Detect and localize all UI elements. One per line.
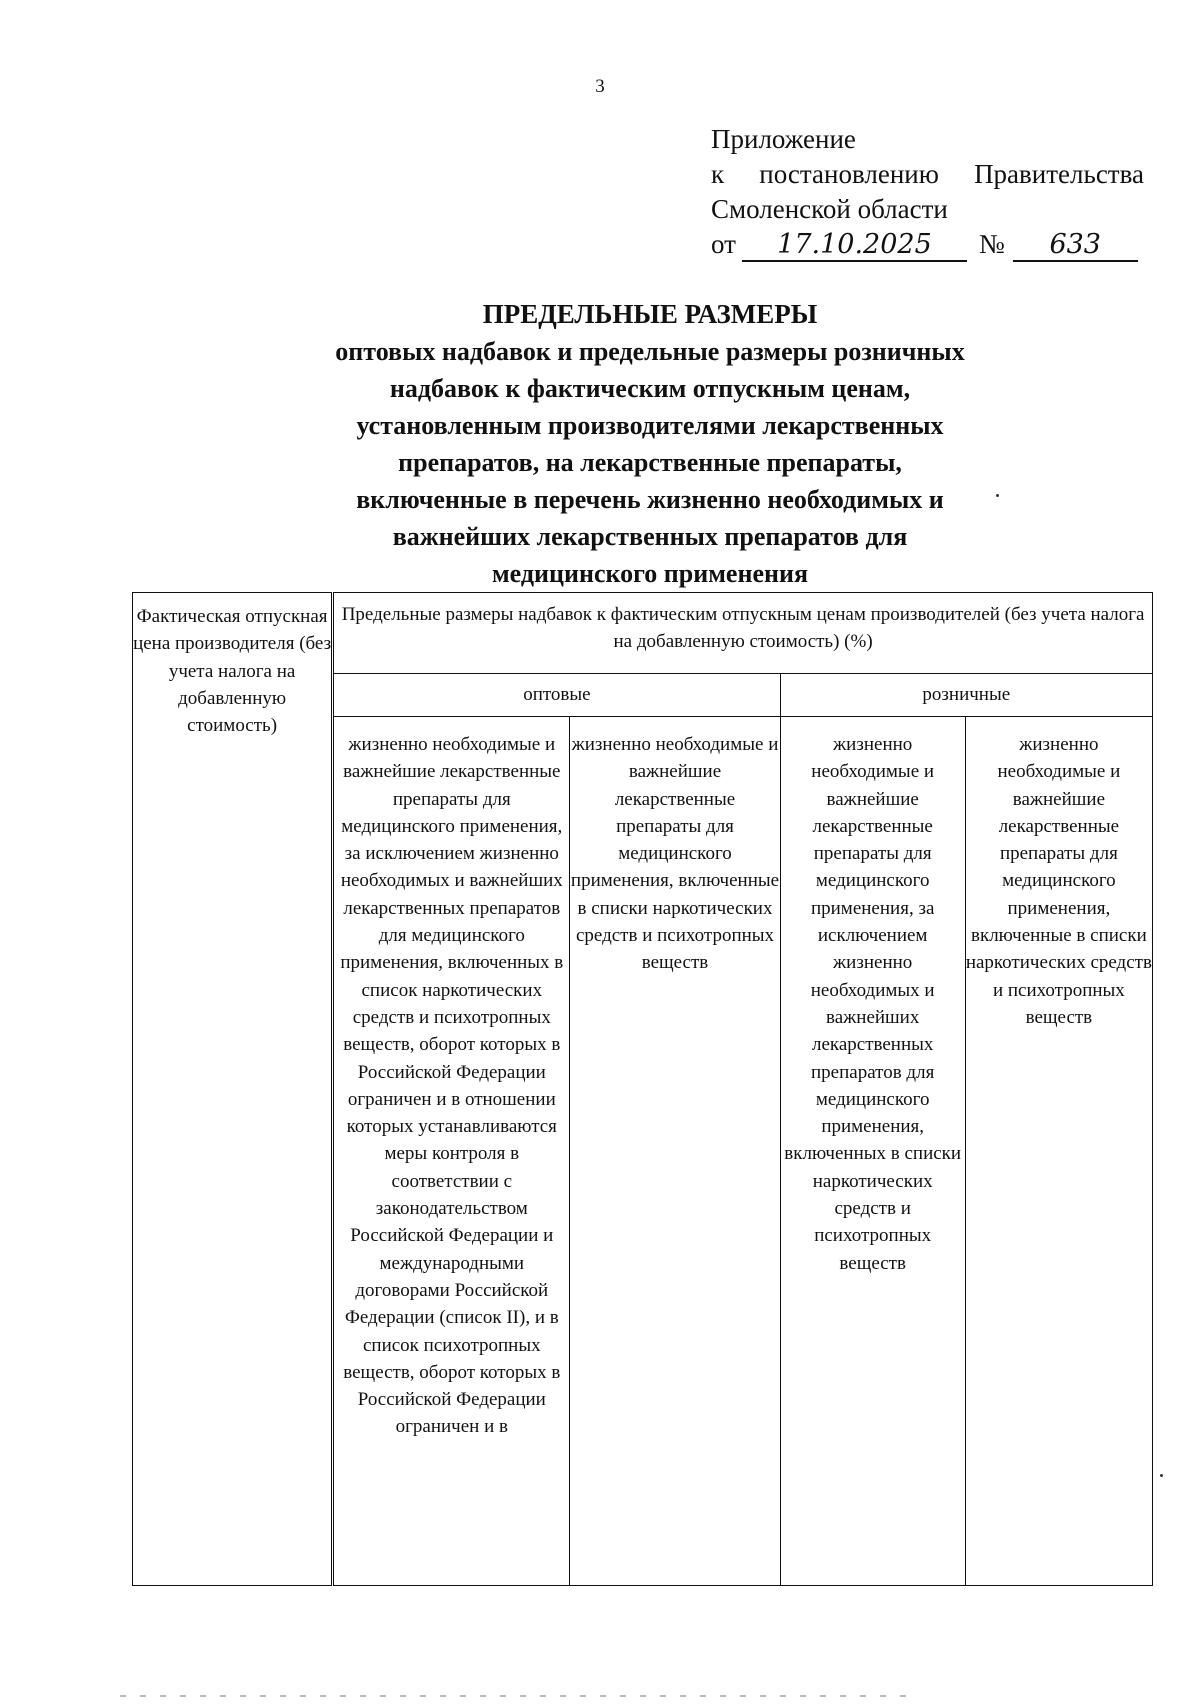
cell-wholesale-vital-excl: жизненно необходимые и важнейшие лекарственные препараты для медицинского применения, за исключением жизненно необходимых и важнейших лекарственных препаратов для медицинского применения, включенных в список наркотических средств и психотропных веществ, оборот которых в Российской Федерации ограничен и в отношении которых устанавливаются меры контроля в соответствии с законодательством Российской Федерации и международными договорами Российской Федерации (список II), и в список психотропных веществ, оборот которых в Российской Федерации ограничен и в xyxy=(333,717,570,1586)
title-line: надбавок к фактическим отпускным ценам, xyxy=(389,374,911,403)
appendix-resolution-line xyxy=(711,157,1144,192)
header-wholesale: оптовые xyxy=(333,674,780,717)
number-prefix: № xyxy=(978,229,1005,259)
appendix-word-k: к xyxy=(711,159,725,189)
scan-artifact-line xyxy=(120,1695,920,1697)
appendix-word-government: Правительства xyxy=(974,159,1144,189)
document-title xyxy=(200,296,1100,592)
title-line: препаратов, на лекарственные препараты, xyxy=(398,448,902,477)
header-markup-limits: Предельные размеры надбавок к фактическим отпускным ценам производителей (без учета налога на добавленную стоимость) (%) xyxy=(333,593,1153,674)
title-line: установленным производителями лекарственных xyxy=(356,411,944,440)
date-prefix: от xyxy=(711,229,736,259)
page-number: 3 xyxy=(595,76,605,97)
title-line: важнейших лекарственных препаратов для xyxy=(392,522,908,551)
title-line: оптовых надбавок и предельные размеры розничных xyxy=(335,337,965,366)
title-line: медицинского применения xyxy=(491,559,809,588)
handwritten-date: 17.10.2025 xyxy=(742,230,967,262)
appendix-region: Смоленской области xyxy=(711,194,948,224)
cell-wholesale-vital-narcotic: жизненно необходимые и важнейшие лекарственные препараты для медицинского применения, включенные в списки наркотических средств и психотропных веществ xyxy=(570,717,780,1586)
appendix-title: Приложение xyxy=(711,124,856,154)
handwritten-number: 633 xyxy=(1013,230,1138,262)
title-main: ПРЕДЕЛЬНЫЕ РАЗМЕРЫ xyxy=(482,299,818,329)
appendix-date-line xyxy=(711,227,1144,262)
title-line: включенные в перечень жизненно необходимых и xyxy=(356,485,944,514)
cell-retail-vital-excl: жизненно необходимые и важнейшие лекарственные препараты для медицинского применения, за исключением жизненно необходимых и важнейших лекарственных препаратов для медицинского применения, включенных в списки наркотических средств и психотропных веществ xyxy=(780,717,965,1586)
cell-retail-vital-narcotic: жизненно необходимые и важнейшие лекарственные препараты для медицинского применения, включенные в списки наркотических средств и психотропных веществ xyxy=(965,717,1152,1586)
header-actual-price: Фактическая отпускная цена производителя (без учета налога на добавленную стоимость) xyxy=(133,593,333,1586)
markup-table xyxy=(132,592,1153,1586)
scan-speck xyxy=(996,494,999,497)
appendix-block xyxy=(711,122,1144,262)
scan-speck xyxy=(1160,1474,1163,1477)
appendix-word-resolution: постановлению xyxy=(759,159,939,189)
header-retail: розничные xyxy=(780,674,1152,717)
